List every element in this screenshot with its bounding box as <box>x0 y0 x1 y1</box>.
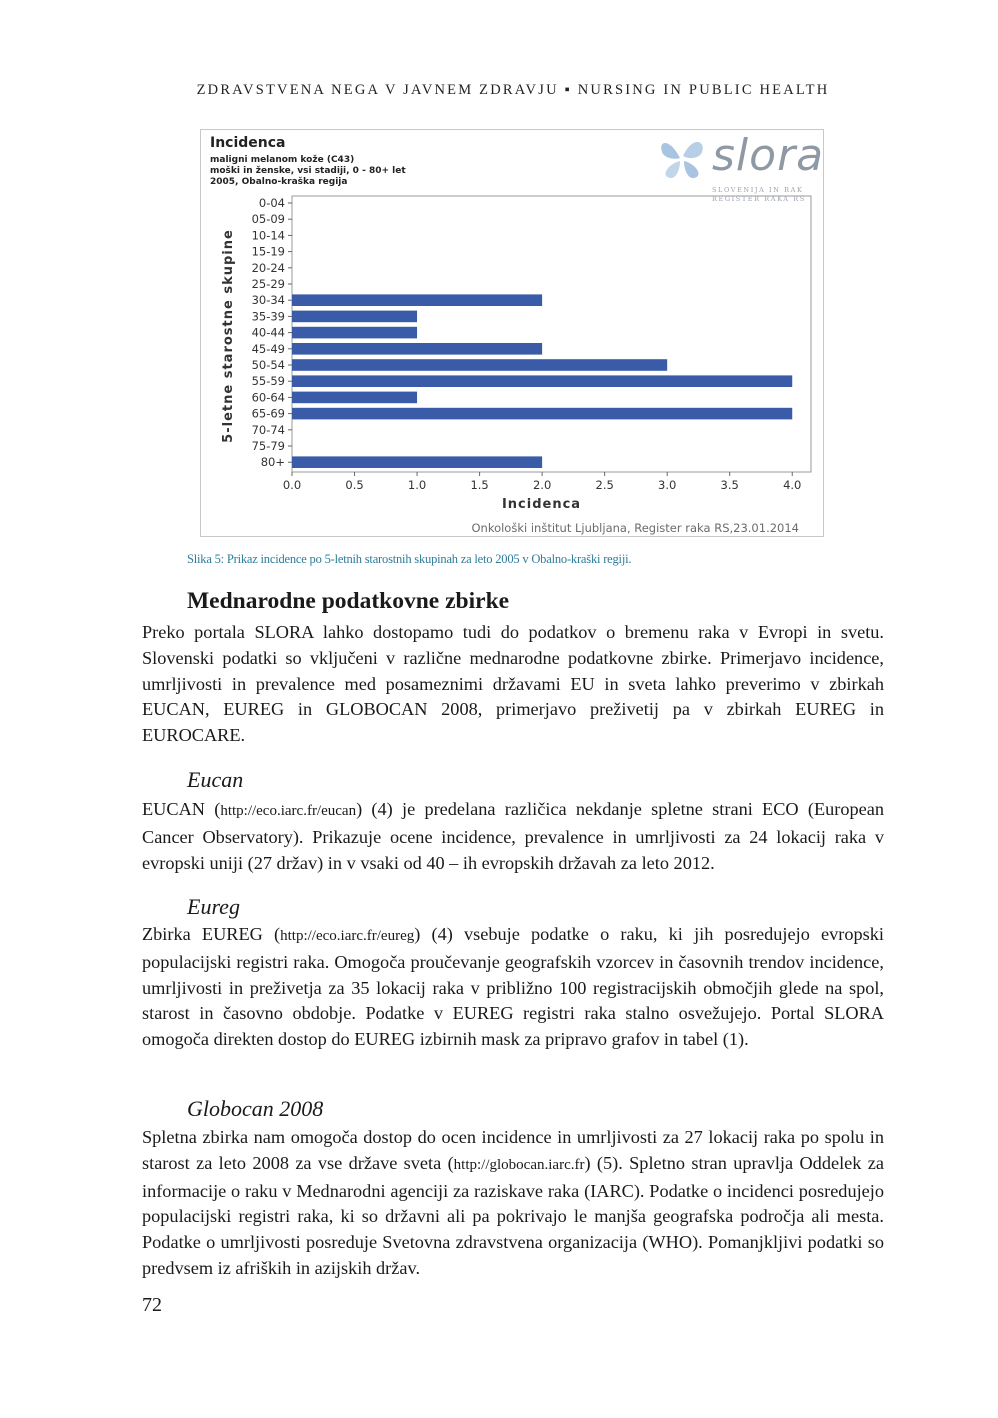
globocan-url-link[interactable]: http://globocan.iarc.fr <box>453 1156 585 1173</box>
eucan-text-before: EUCAN ( <box>142 799 221 819</box>
bar <box>292 343 542 355</box>
y-axis-label: 5-letne starostne skupine <box>221 229 236 443</box>
x-axis-label: Incidenca <box>501 497 582 512</box>
globocan-text-after: ) (5). Spletno stran upravlja Oddelek za informacije o raku v Mednarodni agenciji za raziskave raka (IARC). Podatke o incidenci posredujejo populacijski registri raka, ki so državni ali pa pokrivajo le manjša geografska področja ali mesta. Podatke o umrljivosti posreduje Svetovna zdravstvena organizacija (WHO). Pomanjkljivi podatki so predvsem iz afriških in azijskih držav. <box>142 1152 884 1278</box>
y-tick-label: 30-34 <box>251 293 285 308</box>
figure-subtitle-line-3: 2005, Obalno-kraška regija <box>210 177 348 187</box>
incidence-bar-chart <box>201 130 823 536</box>
bar <box>292 294 542 306</box>
incidence-figure <box>200 129 824 537</box>
y-tick-label: 75-79 <box>251 439 285 453</box>
x-tick-label: 0.0 <box>282 478 302 492</box>
y-tick-label: 15-19 <box>251 244 285 259</box>
eureg-text-after: ) (4) vsebuje podatke o raku, ki jih posredujejo evropski populacijski registri raka. Omogoča proučevanje geografskih vzorcev in časovnih trendov incidence, umrljivosti in preživetja za 35 lokacij raka v približno 100 registracijskih območjih glede na spol, starost in časovno obdobje. Podatke v EUREG registri raka stalno osvežujejo. Portal SLORA omogoča direkten dostop do EUREG izbirnih mask za pripravo grafov in tabel (1). <box>142 924 884 1050</box>
globocan-heading: Globocan 2008 <box>187 1096 324 1121</box>
bar <box>292 392 417 404</box>
x-tick-label: 1.0 <box>407 478 427 492</box>
bar <box>292 408 792 420</box>
eucan-heading: Eucan <box>187 767 244 792</box>
y-tick-label: 10-14 <box>251 228 285 243</box>
section-intro-paragraph: Preko portala SLORA lahko dostopamo tudi do podatkov o bremenu raka v Evropi in svetu. Slovenski podatki so vključeni v različne mednarodne podatkovne zbirke. Primerjavo incidence, umrljivosti in prevalence med posameznimi državami EU in sveta lahko preverimo v zbirkah EUCAN, EUREG in GLOBOCAN 2008, primerjavo preživetij pa v zbirkah EUREG in EUROCARE. <box>142 622 884 746</box>
logo-wordmark: slora <box>712 130 825 181</box>
y-tick-label: 55-59 <box>251 374 285 389</box>
x-tick-label: 3.5 <box>720 478 739 492</box>
eureg-paragraph <box>142 922 884 1053</box>
y-tick-label: 25-29 <box>251 277 285 291</box>
eureg-heading: Eureg <box>187 894 240 919</box>
running-header: ZDRAVSTVENA NEGA V JAVNEM ZDRAVJU ▪ NURSING IN PUBLIC HEALTH <box>196 82 830 98</box>
y-tick-label: 80+ <box>260 455 285 470</box>
eureg-text-before: Zbirka EUREG ( <box>142 924 281 944</box>
y-tick-label: 40-44 <box>251 325 285 340</box>
x-tick-label: 0.5 <box>345 478 364 492</box>
eucan-text-after: ) (4) je predelana različica nekdanje spletne strani ECO (European Cancer Observatory). Prikazuje ocene incidence, prevalence in umrljivosti za 24 lokacij raka v evropski uniji (27 držav) in v vsaki od 40 – ih evropskih državah za leto 2012. <box>142 799 884 873</box>
y-tick-label: 50-54 <box>251 358 285 372</box>
logo-tagline-2: REGISTER RAKA RS <box>712 195 806 203</box>
y-tick-label: 35-39 <box>251 309 285 324</box>
bar <box>292 359 667 371</box>
eucan-url-link[interactable]: http://eco.iarc.fr/eucan <box>220 803 357 819</box>
y-tick-label: 70-74 <box>251 422 285 437</box>
bar <box>292 327 417 339</box>
x-tick-label: 4.0 <box>783 478 802 492</box>
figure-subtitle-line-1: maligni melanom kože (C43) <box>210 155 355 165</box>
y-tick-label: 45-49 <box>251 341 285 356</box>
y-tick-label: 05-09 <box>251 212 285 227</box>
figure-subtitle-line-2: moški in ženske, vsi stadiji, 0 - 80+ let <box>210 166 406 176</box>
x-tick-label: 3.0 <box>658 478 677 492</box>
y-tick-label: 60-64 <box>251 390 285 405</box>
y-tick-label: 20-24 <box>251 260 285 275</box>
bar <box>292 375 792 387</box>
figure-title: Incidenca <box>210 135 286 151</box>
figure-source: Onkološki inštitut Ljubljana, Register raka RS,23.01.2014 <box>471 521 799 535</box>
page-number: 72 <box>142 1294 162 1316</box>
bar <box>292 311 417 323</box>
figure-caption: Slika 5: Prikaz incidence po 5-letnih starostnih skupinah za leto 2005 v Obalno-kraški regiji. <box>187 552 632 566</box>
eucan-paragraph <box>142 797 884 876</box>
y-tick-label: 0-04 <box>258 196 285 210</box>
x-tick-label: 2.0 <box>532 478 552 492</box>
x-tick-label: 2.5 <box>595 478 614 492</box>
eureg-url-link[interactable]: http://eco.iarc.fr/eureg <box>280 928 415 944</box>
logo-tagline-1: SLOVENIJA IN RAK <box>712 186 804 194</box>
section-heading: Mednarodne podatkovne zbirke <box>187 588 510 614</box>
globocan-text-before: Spletna zbirka nam omogoča dostop do ocen incidence in umrljivosti za 27 lokacij raka po spolu in starost za leto 2008 za vse države sveta ( <box>142 1127 884 1173</box>
y-tick-label: 65-69 <box>251 406 285 421</box>
bar <box>292 456 542 468</box>
x-tick-label: 1.5 <box>470 478 489 492</box>
globocan-paragraph <box>142 1125 884 1282</box>
